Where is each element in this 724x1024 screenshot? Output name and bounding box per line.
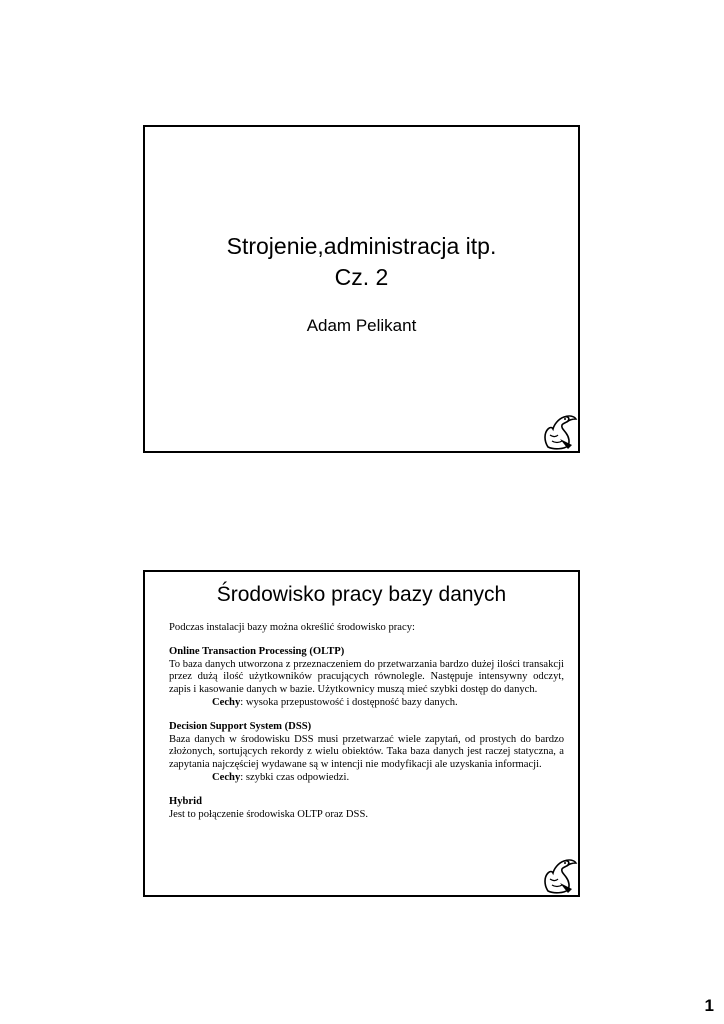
title-slide xyxy=(143,125,580,453)
pelican-logo-icon xyxy=(538,407,578,451)
title-line-2: Cz. 2 xyxy=(334,264,389,290)
content-slide xyxy=(143,570,580,897)
author-name: Adam Pelikant xyxy=(306,316,417,335)
intro-text: Podczas instalacji bazy można określić środowisko pracy: xyxy=(169,622,415,633)
features-dss: Cechy: szybki czas odpowiedzi. xyxy=(212,771,350,783)
page-number: 1 xyxy=(704,996,714,1015)
section-body-dss: Baza danych w środowisku DSS musi przetwarzać wiele zapytań, od prostych do bardzo złożonych, sortujących rekordy z wielu obiektów. Taka baza danych jest raczej statyczna, a zapytania najczęściej wydawane są w intencji nie modyfikacji ale uzyskania informacji. xyxy=(169,733,564,771)
slide-body xyxy=(169,622,564,821)
section-heading-oltp: Online Transaction Processing (OLTP) xyxy=(169,645,345,657)
section-body-oltp: To baza danych utworzona z przeznaczeniem do przetwarzania bardzo dużej ilości transakcji przez dużą ilość użytkowników pracujących równolegle. Następuje intensywny odczyt, zapis i kasowanie danych w bazie. Użytkownicy muszą mieć szybki dostęp do danych. xyxy=(169,658,564,696)
features-oltp: Cechy: wysoka przepustowość i dostępność bazy danych. xyxy=(212,696,458,708)
slide-title: Środowisko pracy bazy danych xyxy=(216,583,507,606)
section-body-hybrid: Jest to połączenie środowiska OLTP oraz DSS. xyxy=(169,808,368,820)
section-heading-hybrid: Hybrid xyxy=(169,795,202,807)
title-line-1: Strojenie,administracja itp. xyxy=(226,233,497,259)
pelican-logo-icon xyxy=(538,851,578,895)
section-heading-dss: Decision Support System (DSS) xyxy=(169,720,312,732)
slide-title xyxy=(145,231,578,293)
